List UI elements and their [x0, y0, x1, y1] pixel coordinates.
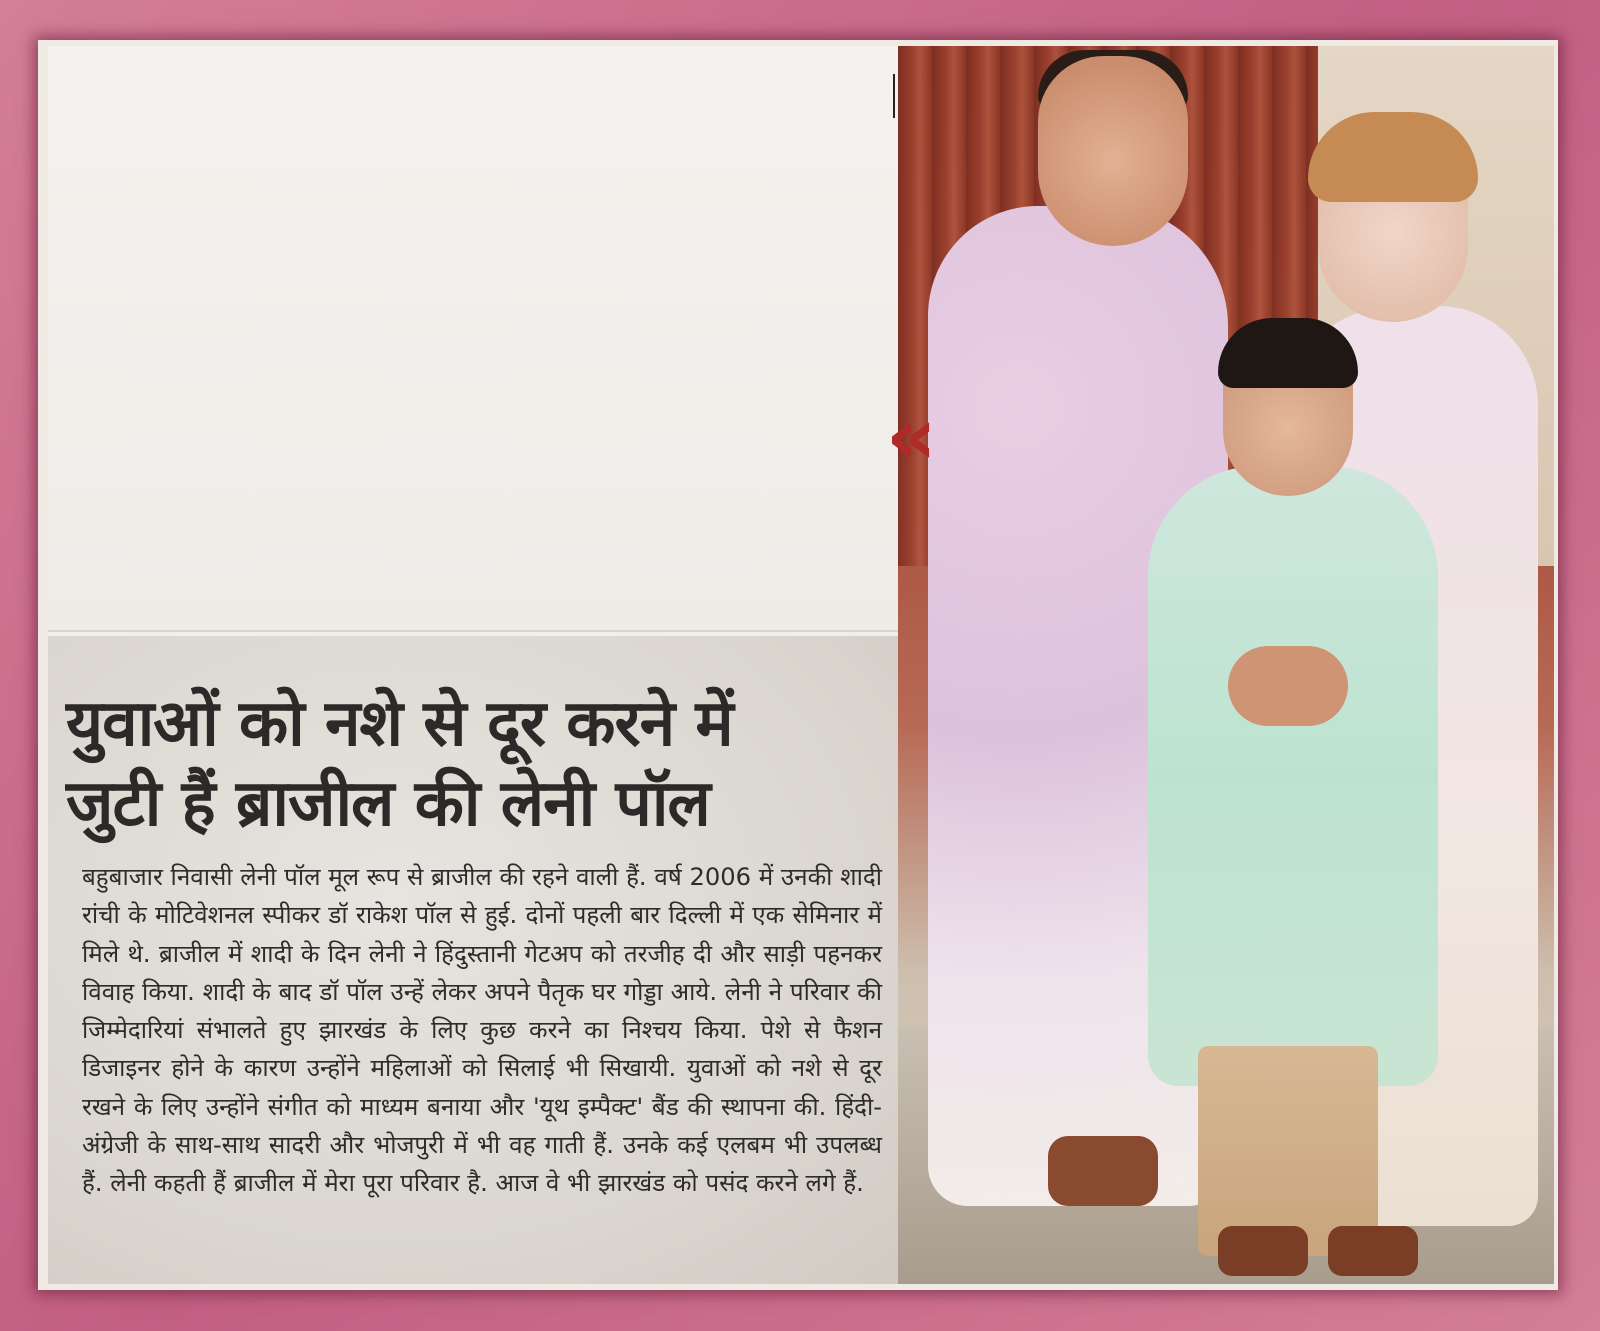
article-text-block	[48, 636, 918, 1284]
blank-paper-area	[48, 46, 912, 632]
headline-line-2: जुटी हैं ब्राजील की लेनी पॉल	[66, 767, 710, 841]
woman-hair	[1308, 112, 1478, 202]
man-face	[1038, 56, 1188, 246]
boy-mint-kurta	[1148, 466, 1438, 1086]
boy-shoe-right	[1328, 1226, 1418, 1276]
boy-hair	[1218, 318, 1358, 388]
family-photo	[898, 46, 1554, 1284]
man-hand	[1228, 646, 1348, 726]
headline-line-1: युवाओं को नशे से दूर करने में	[66, 687, 733, 761]
newspaper-clipping	[48, 46, 1554, 1284]
man-shoe	[1048, 1136, 1158, 1206]
quote-chevron-icon: «	[886, 392, 937, 482]
boy-trousers	[1198, 1046, 1378, 1256]
paper-mark	[893, 74, 895, 118]
article-body: बहुबाजार निवासी लेनी पॉल मूल रूप से ब्राजील की रहने वाली हैं. वर्ष 2006 में उनकी शादी रांची के मोटिवेशनल स्पीकर डॉ राकेश पॉल से हुई. दोनों पहली बार दिल्ली में एक सेमिनार में मिले थे. ब्राजील में शादी के दिन लेनी ने हिंदुस्तानी गेटअप को तरजीह दी और साड़ी पहनकर विवाह किया. शादी के बाद डॉ पॉल उन्हें लेकर अपने पैतृक घर गोड्डा आये. लेनी ने परिवार की जिम्मेदारियां संभालते हुए झारखंड के लिए कुछ करने का निश्चय किया. पेशे से फैशन डिजाइनर होने के कारण उन्होंने महिलाओं को सिलाई भी सिखायी. युवाओं को नशे से दूर रखने के लिए उन्होंने संगीत को माध्यम बनाया और 'यूथ इम्पैक्ट' बैंड की स्थापना की. हिंदी-अंग्रेजी के साथ-साथ सादरी और भोजपुरी में भी वह गाती हैं. उनके कई एलबम भी उपलब्ध हैं. लेनी कहती हैं ब्राजील में मेरा पूरा परिवार है. आज वे भी झारखंड को पसंद करने लगे हैं.	[82, 863, 882, 1198]
article-headline	[66, 684, 886, 844]
boy-shoe-left	[1218, 1226, 1308, 1276]
